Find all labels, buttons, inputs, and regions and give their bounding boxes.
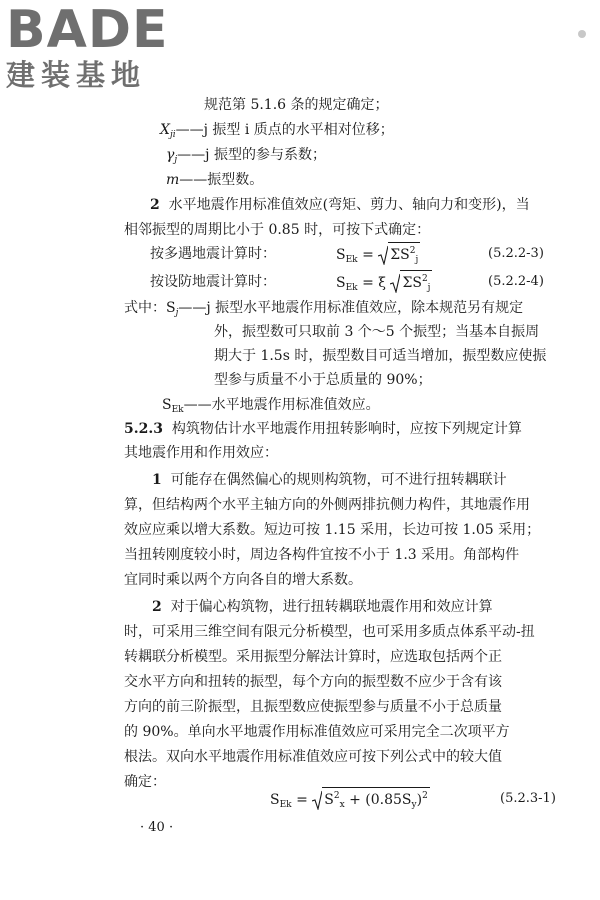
item-1-line: 当扭转刚度较小时，周边各构件宜按不小于 1.3 采用。角部构件 <box>124 547 520 563</box>
definition-m: m——振型数。 <box>166 172 264 188</box>
definition-gamma: $\gamma_j——j$ 振型的参与系数； <box>166 147 326 165</box>
logo-text: BADE <box>6 0 169 60</box>
page-number: · 40 · <box>140 820 174 835</box>
paragraph-2-line: 相邻振型的周期比小于 0.85 时，可按下式确定： <box>124 222 431 238</box>
item-1-line: 1 可能存在偶然偏心的规则构筑物，可不进行扭转耦联计 <box>152 472 507 488</box>
equation-number: (5.2.3-1) <box>500 791 556 806</box>
item-2-line: 的 90%。单向水平地震作用标准值效应可采用完全二次项平方 <box>124 724 510 740</box>
item-2-line: 确定： <box>124 774 166 790</box>
item-1-line: 算，但结构两个水平主轴方向的外侧两排抗侧力构件，其地震作用 <box>124 497 530 513</box>
corner-dot-mark <box>578 30 586 38</box>
formula-5-2-2-3-expression: $S_{Ek} = \Sigma S^2_j$ <box>336 242 420 270</box>
item-2-line: 2 对于偏心构筑物，进行扭转耦联地震作用和效应计算 <box>152 599 493 615</box>
section-5-2-3-line: 其地震作用和作用效应： <box>124 445 278 461</box>
item-2-line: 方向的前三阶振型，且振型数应使振型参与质量不小于总质量 <box>124 699 502 715</box>
definition-xji: $X_{ji}——j$ 振型 i 质点的水平相对位移； <box>160 122 394 140</box>
where-clause-line: 外，振型数可只取前 3 个～5 个振型；当基本自振周 <box>214 324 540 340</box>
equation-number: (5.2.2-3) <box>488 246 544 261</box>
section-5-2-3-heading: 5.2.3 构筑物估计水平地震作用扭转影响时，应按下列规定计算 <box>124 421 522 437</box>
radical-sign: $\Sigma S^2_j$ <box>378 242 420 268</box>
item-2-line: 转耦联分析模型。采用振型分解法计算时，应选取包括两个正 <box>124 649 502 665</box>
formula-5-2-2-3: 按多遇地震计算时： <box>150 246 276 262</box>
item-2-line: 时，可采用三维空间有限元分析模型，也可采用多质点体系平动-扭 <box>124 624 535 640</box>
formula-5-2-3-1-expression: $S_{Ek} = S^2_x + (0.85S_y)^2$ <box>270 787 430 815</box>
item-1-line: 效应应乘以增大系数。短边可按 1.15 采用，长边可按 1.05 采用； <box>124 522 541 538</box>
radical-sign: $\Sigma S^2_j$ <box>390 270 432 296</box>
logo-subtitle: 建装基地 <box>6 58 147 92</box>
equation-number: (5.2.2-4) <box>488 274 544 289</box>
paragraph-2-line: 2 水平地震作用标准值效应(弯矩、剪力、轴向力和变形)，当 <box>150 197 530 213</box>
radical-sign: $S^2_x + (0.85S_y)^2$ <box>312 787 430 813</box>
text-line: 规范第 5.1.6 条的规定确定； <box>204 97 389 113</box>
where-clause-line: 期大于 1.5s 时，振型数目可适当增加，振型数应使振 <box>214 348 547 364</box>
item-2-line: 根法。双向水平地震作用标准值效应可按下列公式中的较大值 <box>124 749 502 765</box>
where-clause-line: 型参与质量不小于总质量的 90%； <box>214 372 432 388</box>
where-clause-line: 式中：$S_j——j$ 振型水平地震作用标准值效应，除本规范另有规定 <box>124 300 524 318</box>
formula-5-2-2-4-expression: $S_{Ek} = \xi$ $\Sigma S^2_j$ <box>336 270 432 298</box>
logo <box>6 0 169 92</box>
where-clause-line: $S_{Ek}——$水平地震作用标准值效应。 <box>162 397 380 415</box>
formula-5-2-2-4: 按设防地震计算时： <box>150 274 276 290</box>
item-1-line: 宜同时乘以两个方向各自的增大系数。 <box>124 572 362 588</box>
item-2-line: 交水平方向和扭转的振型，每个方向的振型数不应少于含有该 <box>124 674 502 690</box>
